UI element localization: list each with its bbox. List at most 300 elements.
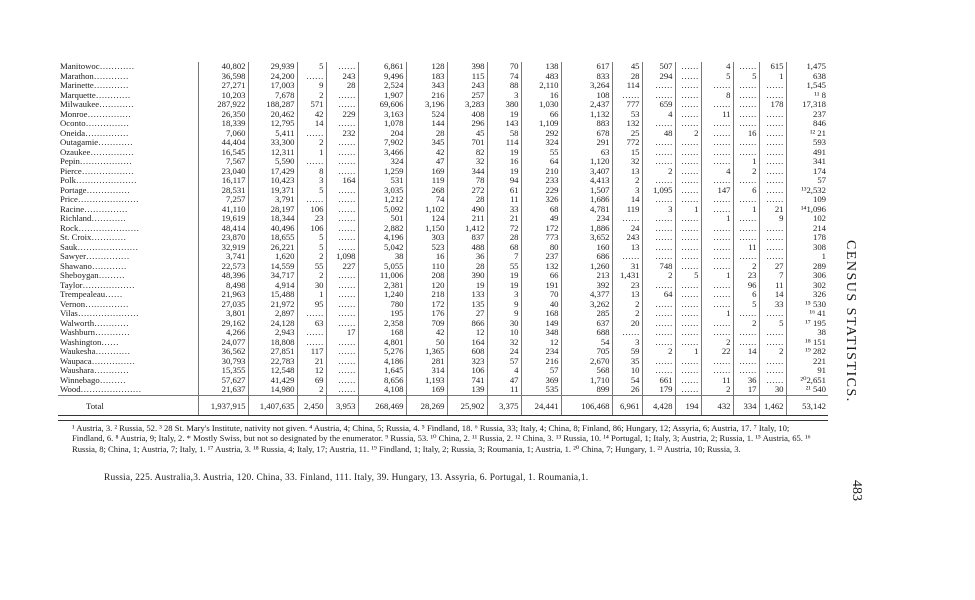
table-row [58, 243, 828, 253]
table-cell: …… [733, 252, 759, 262]
table-cell: 344 [447, 167, 487, 177]
table-row [58, 214, 828, 224]
table-cell: 63 [561, 148, 612, 158]
table-cell: 32,919 [198, 243, 248, 253]
table-cell: 21 [487, 214, 521, 224]
table-cell: 1,686 [561, 195, 612, 205]
total-cell: 1,407,635 [248, 395, 297, 416]
table-cell: ²⁰2,651 [786, 376, 828, 386]
table-cell: …… [759, 138, 786, 148]
table-cell: 8 [297, 167, 326, 177]
table-cell: 20,462 [248, 110, 297, 120]
table-cell: …… [701, 243, 733, 253]
page-number [850, 480, 866, 520]
table-cell: 8,498 [198, 281, 248, 291]
table-cell: 343 [406, 81, 447, 91]
table-cell: 324 [358, 157, 406, 167]
table-cell: 204 [358, 129, 406, 139]
table-cell: 27,271 [198, 81, 248, 91]
total-cell: 334 [733, 395, 759, 416]
table-cell: 7 [487, 252, 521, 262]
table-cell: 2 [701, 338, 733, 348]
table-cell: 18,339 [198, 119, 248, 129]
table-row [58, 148, 828, 158]
table-cell: 1,240 [358, 290, 406, 300]
table-cell: 22,783 [248, 357, 297, 367]
table-cell: 9 [487, 309, 521, 319]
table-cell: …… [326, 224, 358, 234]
county-name: Marathon………… [60, 71, 129, 81]
table-cell: …… [675, 214, 701, 224]
table-cell: 33 [487, 205, 521, 215]
table-cell: ¹⁴1,096 [786, 205, 828, 215]
table-cell: …… [701, 281, 733, 291]
table-cell: 38 [358, 252, 406, 262]
county-name: Richland………… [60, 214, 127, 223]
table-cell: …… [642, 328, 675, 338]
table-cell: …… [675, 62, 701, 72]
table-cell: …… [642, 176, 675, 186]
table-cell: 63 [297, 319, 326, 329]
table-cell: 88 [487, 81, 521, 91]
table-cell: …… [733, 366, 759, 376]
table-cell: 110 [406, 262, 447, 272]
table-cell: 3 [612, 338, 642, 348]
table-cell: 3 [297, 176, 326, 186]
table-cell: 709 [406, 319, 447, 329]
table-cell: 1 [759, 72, 786, 82]
table-cell: 5,590 [248, 157, 297, 167]
table-cell: …… [701, 262, 733, 272]
table-cell: …… [326, 243, 358, 253]
table-cell: 686 [561, 252, 612, 262]
table-cell: 4,781 [561, 205, 612, 215]
table-cell: …… [326, 119, 358, 129]
county-name: Shawano………… [60, 261, 127, 271]
table-cell: …… [759, 119, 786, 129]
county-name: Marquette………… [60, 90, 131, 100]
table-cell: 2 [612, 300, 642, 310]
table-cell: 47 [487, 376, 521, 386]
table-cell: 846 [786, 119, 828, 129]
table-cell: 15 [612, 148, 642, 158]
county-name: Waukesha………… [60, 347, 131, 356]
table-cell: 7,060 [198, 129, 248, 139]
table-cell: ¹³2,532 [786, 186, 828, 196]
table-cell: 243 [326, 72, 358, 82]
table-cell: 306 [786, 271, 828, 281]
table-cell: 615 [759, 62, 786, 72]
table-cell: 28 [612, 72, 642, 82]
table-cell: 183 [406, 72, 447, 82]
county-name: Rock………………… [60, 223, 140, 233]
table-row [58, 81, 828, 91]
table-cell: 11 [759, 281, 786, 291]
table-cell: 3,264 [561, 81, 612, 91]
table-cell: …… [701, 252, 733, 262]
table-cell: …… [701, 224, 733, 234]
table-cell: 2,670 [561, 357, 612, 367]
table-cell: 5 [297, 233, 326, 243]
table-cell: …… [326, 300, 358, 310]
table-cell: 178 [786, 233, 828, 243]
table-cell: …… [326, 281, 358, 291]
table-cell: 369 [521, 376, 561, 386]
county-name: Sheboygan……… [60, 271, 125, 280]
table-cell: 28 [447, 262, 487, 272]
table-cell: 14 [733, 347, 759, 357]
table-cell: 27 [447, 309, 487, 319]
table-cell: …… [701, 119, 733, 129]
table-cell: 2,524 [358, 81, 406, 91]
table-cell: 1,907 [358, 91, 406, 101]
table-row [58, 157, 828, 167]
table-cell: …… [326, 290, 358, 300]
table-cell: 4 [642, 110, 675, 120]
table-cell: 28,197 [248, 205, 297, 215]
table-cell: 1 [786, 252, 828, 262]
table-cell: 1,645 [358, 366, 406, 376]
table-cell: 1,102 [406, 205, 447, 215]
table-cell: 119 [406, 176, 447, 186]
page-number-text: 483 [849, 480, 864, 501]
table-cell: 13 [612, 243, 642, 253]
table-cell: 108 [561, 91, 612, 101]
table-cell: 535 [521, 385, 561, 395]
table-cell: 2 [642, 167, 675, 177]
table-row [58, 167, 828, 177]
table-cell: 10 [612, 366, 642, 376]
table-cell: …… [326, 366, 358, 376]
table-cell: …… [701, 157, 733, 167]
county-name: Taylor……………… [60, 280, 135, 290]
table-cell: 78 [447, 176, 487, 186]
table-cell: …… [701, 300, 733, 310]
footnotes [72, 423, 822, 454]
table-cell: 72 [487, 224, 521, 234]
table-cell: 38 [786, 328, 828, 338]
table-cell: 178 [759, 100, 786, 110]
table-cell: …… [675, 72, 701, 82]
total-cell: 6,961 [612, 395, 642, 416]
table-cell: …… [759, 81, 786, 91]
table-cell: 41,429 [248, 376, 297, 386]
table-cell: 289 [786, 262, 828, 272]
table-cell: 221 [786, 357, 828, 367]
county-name: Washington…… [60, 337, 119, 347]
table-cell: …… [326, 157, 358, 167]
table-cell: 132 [521, 262, 561, 272]
table-cell: 53 [612, 110, 642, 120]
table-cell: ¹⁶ 41 [786, 309, 828, 319]
table-cell: 80 [521, 243, 561, 253]
table-cell: 5 [675, 271, 701, 281]
table-cell: …… [701, 205, 733, 215]
table-cell: …… [675, 100, 701, 110]
table-cell: …… [642, 357, 675, 367]
table-cell: …… [733, 214, 759, 224]
table-cell: 324 [521, 138, 561, 148]
table-cell: …… [733, 91, 759, 101]
table-cell: 164 [447, 338, 487, 348]
table-cell: 30 [297, 281, 326, 291]
table-cell: 5 [701, 72, 733, 82]
table-cell: 380 [487, 100, 521, 110]
table-cell: 296 [447, 119, 487, 129]
table-cell: 780 [358, 300, 406, 310]
table-cell: 5 [733, 72, 759, 82]
table-cell: …… [326, 233, 358, 243]
county-name: Racine…………… [60, 204, 128, 214]
table-cell: …… [701, 176, 733, 186]
table-cell: 688 [561, 328, 612, 338]
table-row [58, 91, 828, 101]
table-cell: 36 [733, 376, 759, 386]
table-cell: 44,404 [198, 138, 248, 148]
table-cell: …… [675, 167, 701, 177]
table-row [58, 110, 828, 120]
table-cell: 29,162 [198, 319, 248, 329]
table-cell: 210 [521, 167, 561, 177]
table-cell: 28,531 [198, 186, 248, 196]
table-cell: …… [701, 366, 733, 376]
table-cell: 1,620 [248, 252, 297, 262]
table-cell: 3,652 [561, 233, 612, 243]
table-cell: 36,598 [198, 72, 248, 82]
table-cell: …… [759, 357, 786, 367]
table-cell: 4 [487, 366, 521, 376]
table-cell: ¹¹ 8 [786, 91, 828, 101]
table-cell: 4 [701, 167, 733, 177]
table-cell: …… [733, 195, 759, 205]
table-cell: 5 [297, 62, 326, 72]
table-cell: …… [759, 195, 786, 205]
total-cell: 1,462 [759, 395, 786, 416]
table-cell: 531 [358, 176, 406, 186]
table-cell: 1 [297, 148, 326, 158]
table-cell: 139 [447, 385, 487, 395]
total-label: Total [58, 395, 198, 416]
table-cell: 106 [297, 224, 326, 234]
total-cell: 3,953 [326, 395, 358, 416]
county-name: Waushara………… [60, 366, 129, 375]
table-cell: 9 [297, 81, 326, 91]
table-cell: …… [759, 376, 786, 386]
table-cell: 1,212 [358, 195, 406, 205]
table-cell: 2 [612, 309, 642, 319]
table-cell: …… [612, 328, 642, 338]
table-cell: 348 [521, 328, 561, 338]
table-cell: 216 [521, 357, 561, 367]
table-cell: 54 [561, 338, 612, 348]
table-cell: 11 [487, 385, 521, 395]
table-cell: 2 [759, 347, 786, 357]
table-cell: 27,851 [248, 347, 297, 357]
table-cell: 777 [612, 100, 642, 110]
table-cell: 28 [406, 129, 447, 139]
table-cell: 191 [521, 281, 561, 291]
table-row [58, 328, 828, 338]
table-cell: …… [759, 328, 786, 338]
total-cell: 194 [675, 395, 701, 416]
table-cell: 25 [612, 129, 642, 139]
table-cell: …… [326, 138, 358, 148]
table-cell: 2,943 [248, 328, 297, 338]
table-cell: 326 [786, 290, 828, 300]
table-cell: 216 [406, 91, 447, 101]
table-row [58, 138, 828, 148]
table-cell: …… [675, 338, 701, 348]
table-cell: 1,545 [786, 81, 828, 91]
table-cell: 26,221 [248, 243, 297, 253]
table-cell: …… [675, 252, 701, 262]
table-cell: 27 [759, 262, 786, 272]
table-cell: 36 [447, 252, 487, 262]
table-cell: 82 [447, 148, 487, 158]
table-cell: 9,496 [358, 72, 406, 82]
table-cell: 2 [642, 271, 675, 281]
table-cell: …… [326, 91, 358, 101]
county-name: Sawyer…………… [60, 252, 130, 261]
table-cell: 42 [297, 110, 326, 120]
table-cell: 117 [297, 347, 326, 357]
total-cell: 268,469 [358, 395, 406, 416]
table-cell: 1 [675, 347, 701, 357]
table-cell: 2 [675, 129, 701, 139]
table-row [58, 224, 828, 234]
table-cell: 1,886 [561, 224, 612, 234]
county-name: Manitowoc………… [60, 62, 135, 71]
table-cell: 48 [642, 129, 675, 139]
table-cell: 2 [733, 167, 759, 177]
county-name: Price………………… [60, 195, 139, 204]
table-cell: 48,414 [198, 224, 248, 234]
table-cell: 1,109 [521, 119, 561, 129]
county-name: Pierce……………… [60, 166, 134, 176]
table-cell: 1 [701, 309, 733, 319]
table-cell: 507 [642, 62, 675, 72]
table-cell: 32 [612, 157, 642, 167]
table-cell: 14 [612, 195, 642, 205]
table-cell: 28 [487, 233, 521, 243]
table-cell: …… [675, 176, 701, 186]
table-cell: …… [759, 157, 786, 167]
table-cell: 1,259 [358, 167, 406, 177]
table-row [58, 72, 828, 82]
table-cell: …… [642, 148, 675, 158]
county-name: Portage…………… [60, 185, 130, 195]
table-cell: 1,132 [561, 110, 612, 120]
table-cell: 1,030 [521, 100, 561, 110]
table-cell: 109 [786, 195, 828, 205]
table-cell: 57 [487, 357, 521, 367]
county-name: Walworth………… [60, 318, 129, 328]
table-cell: 291 [561, 138, 612, 148]
table-cell: 2,358 [358, 319, 406, 329]
table-cell: 483 [521, 72, 561, 82]
total-cell: 432 [701, 395, 733, 416]
table-cell: 16,545 [198, 148, 248, 158]
table-row [58, 338, 828, 348]
table-cell: 20 [612, 319, 642, 329]
table-cell: …… [297, 72, 326, 82]
table-cell: 234 [521, 347, 561, 357]
table-cell: …… [701, 233, 733, 243]
table-cell: 3,283 [447, 100, 487, 110]
table-cell: 18,808 [248, 338, 297, 348]
table-cell: 4,914 [248, 281, 297, 291]
table-cell: 6 [733, 186, 759, 196]
table-cell: 1,078 [358, 119, 406, 129]
table-cell: 1 [701, 214, 733, 224]
county-name: Marinette………… [60, 81, 129, 90]
table-cell: …… [326, 338, 358, 348]
table-cell: 68 [487, 243, 521, 253]
table-cell: 24 [487, 347, 521, 357]
table-cell: 32 [447, 157, 487, 167]
table-row [58, 300, 828, 310]
table-row [58, 281, 828, 291]
table-cell: 1,412 [447, 224, 487, 234]
table-cell: 168 [521, 309, 561, 319]
table-cell: 233 [521, 176, 561, 186]
table-cell: …… [642, 195, 675, 205]
table-cell: …… [675, 243, 701, 253]
table-cell: 169 [406, 385, 447, 395]
table-cell: 257 [447, 91, 487, 101]
table-cell: 22 [701, 347, 733, 357]
table-cell: …… [759, 148, 786, 158]
table-cell: 2 [297, 385, 326, 395]
table-row [58, 271, 828, 281]
table-cell: 10 [487, 328, 521, 338]
table-cell: 8 [701, 91, 733, 101]
table-cell: 1 [297, 290, 326, 300]
table-cell: 5 [297, 243, 326, 253]
table-cell: …… [701, 319, 733, 329]
table-row [58, 262, 828, 272]
table-cell: …… [675, 281, 701, 291]
county-name: Vernon…………… [60, 299, 129, 309]
table-cell: …… [675, 119, 701, 129]
table-cell: 94 [487, 176, 521, 186]
table-cell: 501 [358, 214, 406, 224]
table-cell: …… [326, 347, 358, 357]
foreign-born-summary: Russia, 225. Australia,3. Austria, 120. China, 33. Finland, 111. Italy, 39. Hungary, 13. Assyria, 6. Portugal, 1. Roumania,1. [104, 473, 589, 483]
table-cell: 13 [612, 167, 642, 177]
total-cell: 28,269 [406, 395, 447, 416]
table-cell: 637 [561, 319, 612, 329]
table-cell: 15,355 [198, 366, 248, 376]
table-cell: 617 [561, 62, 612, 72]
table-cell: 285 [561, 309, 612, 319]
table-cell: 287,922 [198, 100, 248, 110]
table-cell: 2,381 [358, 281, 406, 291]
table-cell: 14 [297, 119, 326, 129]
table-cell: 91 [786, 366, 828, 376]
table-cell: 32 [487, 338, 521, 348]
table-cell: …… [675, 309, 701, 319]
table-cell: 70 [521, 290, 561, 300]
table-cell: …… [612, 214, 642, 224]
table-cell: 6 [733, 290, 759, 300]
table-cell: 133 [447, 290, 487, 300]
table-cell: 16 [406, 252, 447, 262]
table-cell: 661 [642, 376, 675, 386]
table-cell: 55 [487, 262, 521, 272]
table-cell: …… [733, 328, 759, 338]
table-cell: …… [326, 376, 358, 386]
